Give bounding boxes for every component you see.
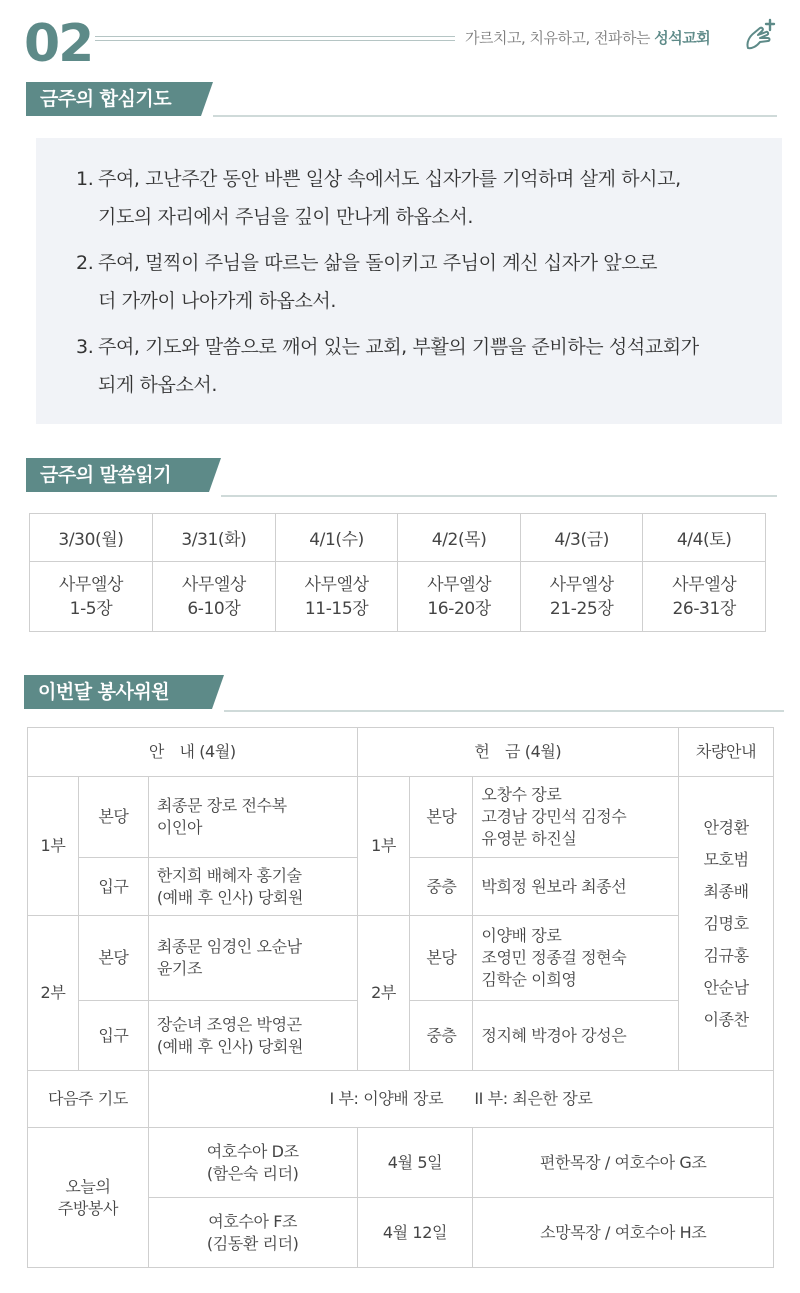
header-divider [95,36,455,37]
reading-date: 3/30(월) [30,514,153,562]
reading-passage-row [30,562,766,632]
roster-header-row [28,728,774,777]
page-header [0,0,800,80]
location-label: 본당 [410,916,473,1001]
guide-header: 안 내 (4월) [28,728,358,777]
kitchen-assignment: 소망목장 / 여호수아 H조 [473,1198,774,1268]
table-row [28,1128,774,1198]
location-label: 본당 [78,777,148,858]
guide-main-names: 최종문 장로 전수복 이인아 [148,777,357,858]
header-divider [95,40,455,41]
kitchen-team: 여호수아 D조 (함은숙 리더) [148,1128,357,1198]
reading-passage: 사무엘상 16-20장 [398,562,521,632]
kitchen-date: 4월 12일 [357,1198,473,1268]
prayer-text: 주여, 멀찍이 주님을 따르는 삶을 돌이키고 주님이 계신 십자가 앞으로 더 가까이 나아가게 하옵소서. [98,252,658,312]
guide-main-names: 최종문 임경인 오순남 윤기조 [148,916,357,1001]
prayer-number: 3. [76,336,94,358]
table-row [28,777,774,858]
location-label: 입구 [78,1001,148,1071]
reading-date: 4/1(수) [275,514,398,562]
prayer-text: 주여, 기도와 말씀으로 깨어 있는 교회, 부활의 기쁨을 준비하는 성석교회가 되게 하옵소서. [98,336,699,396]
offering-header: 헌 금 (4월) [357,728,679,777]
location-label: 본당 [78,916,148,1001]
prayer-text: 주여, 고난주간 동안 바쁜 일상 속에서도 십자가를 기억하며 살게 하시고, 기도의 자리에서 주님을 깊이 만나게 하옵소서. [98,168,681,228]
reading-table [29,513,766,632]
next-prayer-label: 다음주 기도 [28,1071,149,1128]
table-row [28,916,774,1001]
reading-passage: 사무엘상 26-31장 [643,562,766,632]
praying-hand-cross-icon [742,18,778,54]
kitchen-team: 여호수아 F조 (김동환 리더) [148,1198,357,1268]
reading-passage: 사무엘상 6-10장 [152,562,275,632]
reading-date-row [30,514,766,562]
kitchen-assignment: 편한목장 / 여호수아 G조 [473,1128,774,1198]
prayer-item [76,328,782,404]
reading-date: 4/2(목) [398,514,521,562]
prayer-number: 1. [76,168,94,190]
location-label: 중층 [410,858,473,916]
offering-main-names: 이양배 장로 조영민 정종걸 정현숙 김학순 이희영 [473,916,679,1001]
service-label: 2부 [357,916,410,1071]
reading-passage: 사무엘상 11-15장 [275,562,398,632]
reading-passage: 사무엘상 21-25장 [520,562,643,632]
offering-mezz-names: 정지혜 박경아 강성은 [473,1001,679,1071]
roster-table [27,727,774,1268]
next-prayer-value: I 부: 이양배 장로 II 부: 최은한 장로 [148,1071,773,1128]
location-label: 입구 [78,858,148,916]
church-tagline: 가르치고, 치유하고, 전파하는 성석교회 [465,29,711,47]
prayer-item [76,160,782,236]
service-label: 1부 [28,777,79,916]
section-divider [221,495,777,497]
service-label: 1부 [357,777,410,916]
guide-entrance-names: 한지희 배혜자 홍기술 (예배 후 인사) 당회원 [148,858,357,916]
car-header: 차량안내 [679,728,774,777]
location-label: 중층 [410,1001,473,1071]
reading-date: 3/31(화) [152,514,275,562]
service-label: 2부 [28,916,79,1071]
reading-date: 4/4(토) [643,514,766,562]
car-guide-names: 안경환 모호범 최종배 김명호 김규홍 안순남 이종찬 [679,777,774,1071]
page-number: 02 [24,14,93,74]
offering-main-names: 오창수 장로 고경남 강민석 김정수 유영분 하진실 [473,777,679,858]
section-title-roster: 이번달 봉사위원 [24,675,212,709]
kitchen-label: 오늘의 주방봉사 [28,1128,149,1268]
kitchen-date: 4월 5일 [357,1128,473,1198]
table-row [28,1071,774,1128]
reading-date: 4/3(금) [520,514,643,562]
reading-passage: 사무엘상 1-5장 [30,562,153,632]
section-divider [213,115,777,117]
section-divider [224,710,784,712]
offering-mezz-names: 박희정 원보라 최종선 [473,858,679,916]
prayer-number: 2. [76,252,94,274]
location-label: 본당 [410,777,473,858]
section-title-reading: 금주의 말씀읽기 [26,458,209,492]
church-name: 성석교회 [654,29,711,47]
prayer-item [76,244,782,320]
section-title-prayer: 금주의 합심기도 [26,82,201,116]
prayer-box [36,138,782,424]
guide-entrance-names: 장순녀 조영은 박영곤 (예배 후 인사) 당회원 [148,1001,357,1071]
